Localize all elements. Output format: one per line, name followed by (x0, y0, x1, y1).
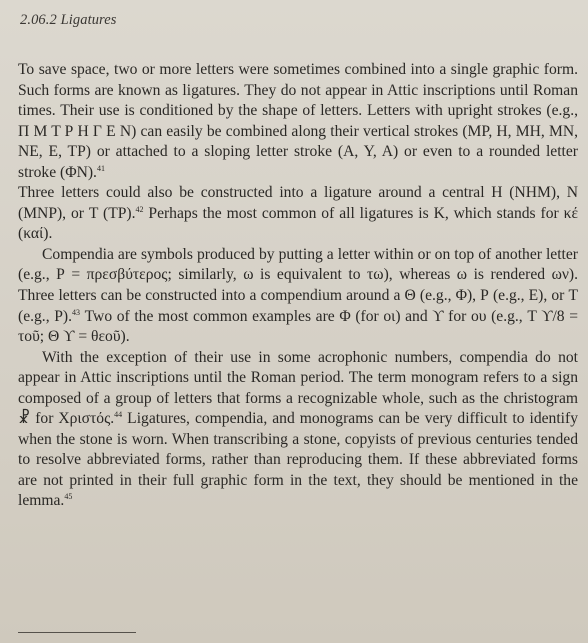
footnote-ref[interactable]: 43 (72, 307, 80, 317)
footnote-ref[interactable]: 41 (96, 163, 105, 173)
body-text (18, 60, 578, 512)
paragraph-text: With the exception of their use in some acrophonic numbers, compendia do not appear in Attic inscriptions until the Roman period. The term monogram refers to a sign composed of a group of letters that forms a recognizable whole, such as the christogram ☧ for Χριστός. (18, 348, 578, 428)
footnote-divider (18, 632, 136, 633)
paragraph-ligatures (18, 60, 578, 183)
footnote-ref[interactable]: 45 (64, 492, 73, 502)
footnote-ref[interactable]: 44 (114, 410, 123, 420)
section-heading: 2.06.2 Ligatures (20, 12, 117, 28)
paragraph-text: Perhaps the most common of all ligatures is Κ, which stands for κέ (καί). (18, 204, 578, 243)
paragraph-text: Two of the most common examples are Φ (for οι) and ϒ for ου (e.g., Τ ϒ/8 = τοῦ; Θ ϒ = θεοῦ). (18, 307, 578, 346)
paragraph-text: To save space, two or more letters were sometimes combined into a single graphic form. Such forms are known as ligatures. They do not appear in Attic inscriptions until Roman times. Their use is conditioned by the shape of letters. Letters with upright strokes (e.g., Π Μ Τ Ρ Η Γ Ε Ν) can easily be combined along their vertical strokes (ΜΡ, Η, ΜΗ, ΜΝ, ΝΕ, Ε, ΤΡ) or attached to a sloping letter stroke (Α, Υ, Α) or even to a rounded letter stroke (ΦΝ). (18, 61, 578, 181)
paragraph-text: Three letters could also be constructed into a ligature around a central Η (ΝΗΜ), Ν (ΜΝΡ), or Τ (ΤΡ). (18, 184, 578, 222)
paragraph-monograms (18, 348, 578, 512)
paragraph-three-letter-ligatures (18, 183, 578, 245)
footnote-ref[interactable]: 42 (135, 204, 144, 214)
paragraph-compendia (18, 245, 578, 348)
paragraph-text: Ligatures, compendia, and monograms can be very difficult to identify when the stone is worn. When transcribing a stone, copyists of previous centuries tended to resolve abbreviated forms, rather than reproducing them. If these abbreviated forms are not printed in their full graphic form in the text, they should be mentioned in the lemma. (18, 410, 578, 510)
paragraph-text: Compendia are symbols produced by putting a letter within or on top of another letter (e.g., Ρ = πρεσβύτερος; similarly, ω is equivalent to τω), whereas ω is rendered ων). Three letters can be constructed into a compendium around a Θ (e.g., Φ), Ρ (e.g., Ε), or Τ (e.g., Ρ). (18, 245, 578, 325)
